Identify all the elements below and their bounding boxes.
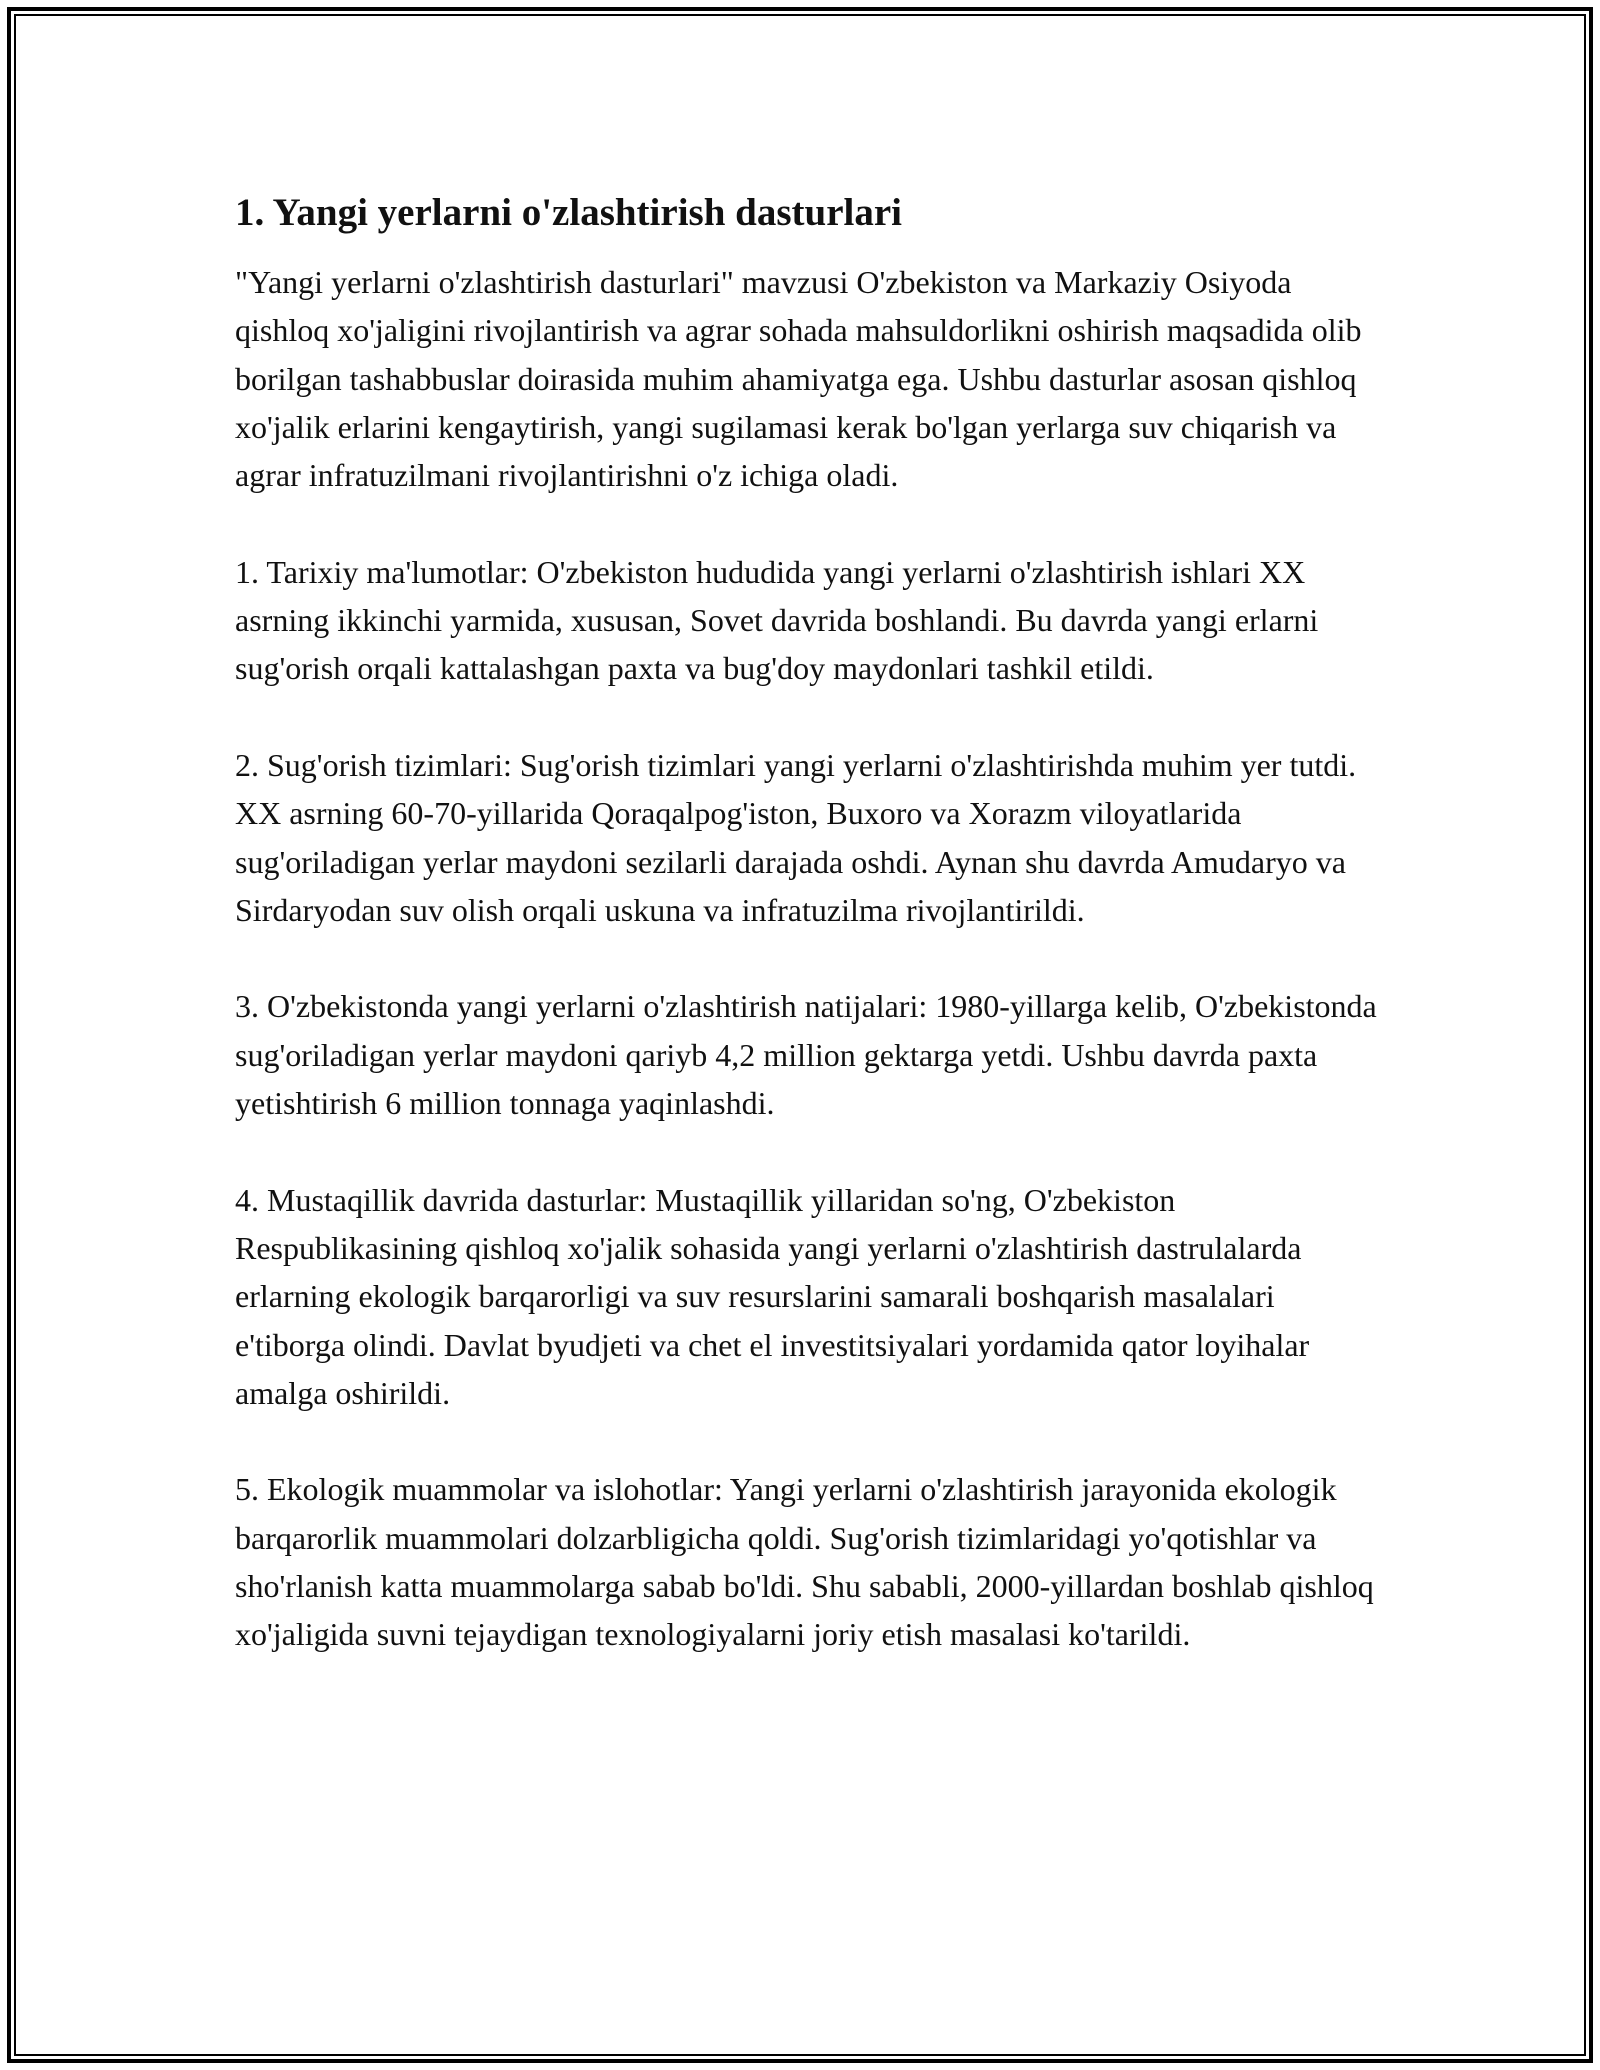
intro-paragraph: "Yangi yerlarni o'zlashtirish dasturlari" mavzusi O'zbekiston va Markaziy Osiyoda qishloq xo'jaligini rivojlantirish va agrar sohada mahsuldorlikni oshirish maqsadida olib borilgan tashabbuslar doirasida muhim ahamiyatga ega. Ushbu dasturlar asosan qishloq xo'jalik erlarini kengaytirish, yangi sugilamasi kerak bo'lgan yerlarga suv chiqarish va agrar infratuzilmani rivojlantirishni o'z ichiga oladi. — [235, 264, 1362, 494]
section-2-paragraph: 2. Sug'orish tizimlari: Sug'orish tizimlari yangi yerlarni o'zlashtirishda muhim yer tutdi. XX asrning 60-70-yillarida Qoraqalpog'iston, Buxoro va Xorazm viloyatlarida sug'oriladigan yerlar maydoni sezilarli darajada oshdi. Aynan shu davrda Amudaryo va Sirdaryodan suv olish orqali uskuna va infratuzilma rivojlantirildi. — [235, 746, 1357, 928]
section-5-paragraph: 5. Ekologik muammolar va islohotlar: Yangi yerlarni o'zlashtirish jarayonida ekologik barqarorlik muammolari dolzarbligicha qoldi. Sug'orish tizimlaridagi yo'qotishlar va sho'rlanish katta muammolarga sabab bo'ldi. Shu sababli, 2000-yillardan boshlab qishloq xo'jaligida suvni tejaydigan texnologiyalarni joriy etish masalasi ko'tarildi. — [235, 1471, 1374, 1653]
section-3-paragraph: 3. O'zbekistonda yangi yerlarni o'zlashtirish natijalari: 1980-yillarga kelib, O'zbekistonda sug'oriladigan yerlar maydoni qariyb 4,2 million gektarga yetdi. Ushbu davrda paxta yetishtirish 6 million tonnaga yaqinlashdi. — [235, 988, 1377, 1122]
document-body — [235, 188, 1385, 1707]
section-4-paragraph: 4. Mustaqillik davrida dasturlar: Mustaqillik yillaridan so'ng, O'zbekiston Respublikasining qishloq xo'jalik sohasida yangi yerlarni o'zlashtirish dastrulalarda erlarning ekologik barqarorligi va suv resurslarini samarali boshqarish masalalari e'tiborga olindi. Davlat byudjeti va chet el investitsiyalari yordamida qator loyihalar amalga oshirildi. — [235, 1181, 1310, 1411]
section-1-paragraph: 1. Tarixiy ma'lumotlar: O'zbekiston hududida yangi yerlarni o'zlashtirish ishlari XX asrning ikkinchi yarmida, xususan, Sovet davrida boshlandi. Bu davrda yangi erlarni sug'orish orqali kattalashgan paxta va bug'doy maydonlari tashkil etildi. — [235, 553, 1319, 687]
document-title: 1. Yangi yerlarni o'zlashtirish dasturlari — [235, 191, 902, 234]
